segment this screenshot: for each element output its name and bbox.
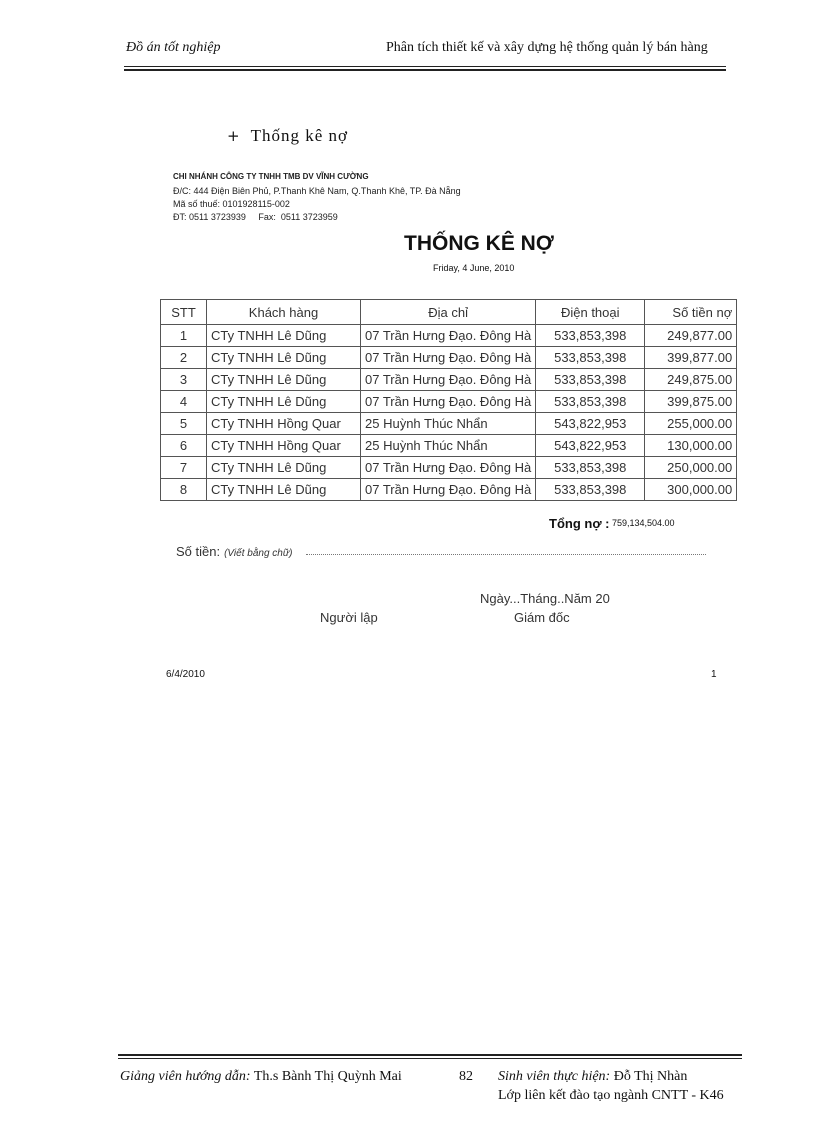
table-row [161, 347, 737, 369]
cell-address: 07 Trần Hưng Đạo. Đông Hà [361, 391, 536, 413]
report-date: Friday, 4 June, 2010 [433, 263, 515, 273]
cell-stt: 8 [161, 479, 207, 501]
cell-customer: CTy TNHH Hồng Quar [207, 413, 361, 435]
header-rule-bottom [124, 69, 726, 71]
director-label: Giám đốc [514, 610, 570, 625]
col-stt: STT [161, 300, 207, 325]
cell-phone: 533,853,398 [536, 347, 645, 369]
cell-address: 07 Trần Hưng Đạo. Đông Hà [361, 479, 536, 501]
page-number: 82 [459, 1069, 473, 1084]
table-row [161, 369, 737, 391]
col-amount: Số tiền nợ [645, 300, 737, 325]
footer-advisor [120, 1069, 402, 1085]
cell-address: 07 Trần Hưng Đạo. Đông Hà [361, 347, 536, 369]
advisor-name: Th.s Bành Thị Quỳnh Mai [253, 1069, 402, 1084]
cell-amount: 250,000.00 [645, 457, 737, 479]
footer-rule-top [118, 1054, 742, 1056]
col-address: Địa chỉ [361, 300, 536, 325]
table-header-row [161, 300, 737, 325]
cell-stt: 1 [161, 325, 207, 347]
advisor-label: Giảng viên hướng dẫn: [120, 1069, 251, 1084]
report-page-number: 1 [711, 669, 717, 680]
cell-phone: 533,853,398 [536, 391, 645, 413]
footer-rule-bottom [118, 1058, 742, 1059]
table-row [161, 391, 737, 413]
cell-phone: 543,822,953 [536, 435, 645, 457]
cell-customer: CTy TNHH Lê Dũng [207, 347, 361, 369]
cell-customer: CTy TNHH Lê Dũng [207, 369, 361, 391]
student-label: Sinh viên thực hiện: [498, 1069, 611, 1084]
section-heading [227, 126, 348, 146]
header-rule-top [124, 66, 726, 67]
cell-amount: 300,000.00 [645, 479, 737, 501]
student-name: Đỗ Thị Nhàn [613, 1069, 688, 1084]
footer-class: Lớp liên kết đào tạo ngành CNTT - K46 [498, 1088, 724, 1103]
header-right: Phân tích thiết kế và xây dựng hệ thống quản lý bán hàng [386, 40, 708, 55]
debt-table [160, 299, 737, 501]
cell-stt: 2 [161, 347, 207, 369]
cell-customer: CTy TNHH Lê Dũng [207, 457, 361, 479]
table-row [161, 479, 737, 501]
cell-customer: CTy TNHH Lê Dũng [207, 325, 361, 347]
cell-customer: CTy TNHH Lê Dũng [207, 479, 361, 501]
col-customer: Khách hàng [207, 300, 361, 325]
cell-customer: CTy TNHH Lê Dũng [207, 391, 361, 413]
words-dotted-line [306, 554, 706, 555]
amount-in-words [176, 544, 293, 559]
cell-stt: 3 [161, 369, 207, 391]
total-label: Tổng nợ : [549, 516, 610, 531]
cell-amount: 399,877.00 [645, 347, 737, 369]
cell-address: 25 Huỳnh Thúc Nhẩn [361, 413, 536, 435]
cell-address: 07 Trần Hưng Đạo. Đông Hà [361, 369, 536, 391]
cell-address: 07 Trần Hưng Đạo. Đông Hà [361, 325, 536, 347]
cell-stt: 7 [161, 457, 207, 479]
cell-phone: 533,853,398 [536, 325, 645, 347]
report-title: THỐNG KÊ NỢ [404, 232, 554, 255]
print-date: 6/4/2010 [166, 669, 205, 680]
words-hint: (Viết bằng chữ) [224, 548, 293, 559]
total-value: 759,134,504.00 [612, 518, 675, 528]
header-left: Đồ án tốt nghiệp [126, 40, 221, 55]
cell-customer: CTy TNHH Hồng Quar [207, 435, 361, 457]
cell-amount: 130,000.00 [645, 435, 737, 457]
cell-amount: 249,875.00 [645, 369, 737, 391]
company-name: CHI NHÁNH CÔNG TY TNHH TMB DV VĨNH CƯỜNG [173, 172, 369, 181]
bullet: + [227, 127, 241, 145]
cell-amount: 249,877.00 [645, 325, 737, 347]
cell-phone: 533,853,398 [536, 369, 645, 391]
cell-address: 25 Huỳnh Thúc Nhẩn [361, 435, 536, 457]
words-label: Số tiền: [176, 544, 221, 559]
cell-stt: 5 [161, 413, 207, 435]
cell-phone: 533,853,398 [536, 479, 645, 501]
cell-stt: 6 [161, 435, 207, 457]
cell-phone: 543,822,953 [536, 413, 645, 435]
section-title: Thống kê nợ [250, 126, 348, 145]
table-row [161, 325, 737, 347]
company-phone: ĐT: 0511 3723939 Fax: 0511 3723959 [173, 212, 338, 222]
table-row [161, 413, 737, 435]
cell-stt: 4 [161, 391, 207, 413]
table-row [161, 435, 737, 457]
col-phone: Điện thoại [536, 300, 645, 325]
cell-amount: 399,875.00 [645, 391, 737, 413]
cell-amount: 255,000.00 [645, 413, 737, 435]
footer-student [498, 1069, 687, 1085]
company-tax: Mã số thuế: 0101928115-002 [173, 199, 290, 209]
cell-address: 07 Trần Hưng Đạo. Đông Hà [361, 457, 536, 479]
table-row [161, 457, 737, 479]
date-line: Ngày...Tháng..Năm 20 [480, 591, 610, 606]
cell-phone: 533,853,398 [536, 457, 645, 479]
company-address: Đ/C: 444 Điện Biên Phủ, P.Thanh Khê Nam, Q.Thanh Khê, TP. Đà Nẵng [173, 186, 461, 196]
preparer-label: Người lập [320, 610, 378, 625]
